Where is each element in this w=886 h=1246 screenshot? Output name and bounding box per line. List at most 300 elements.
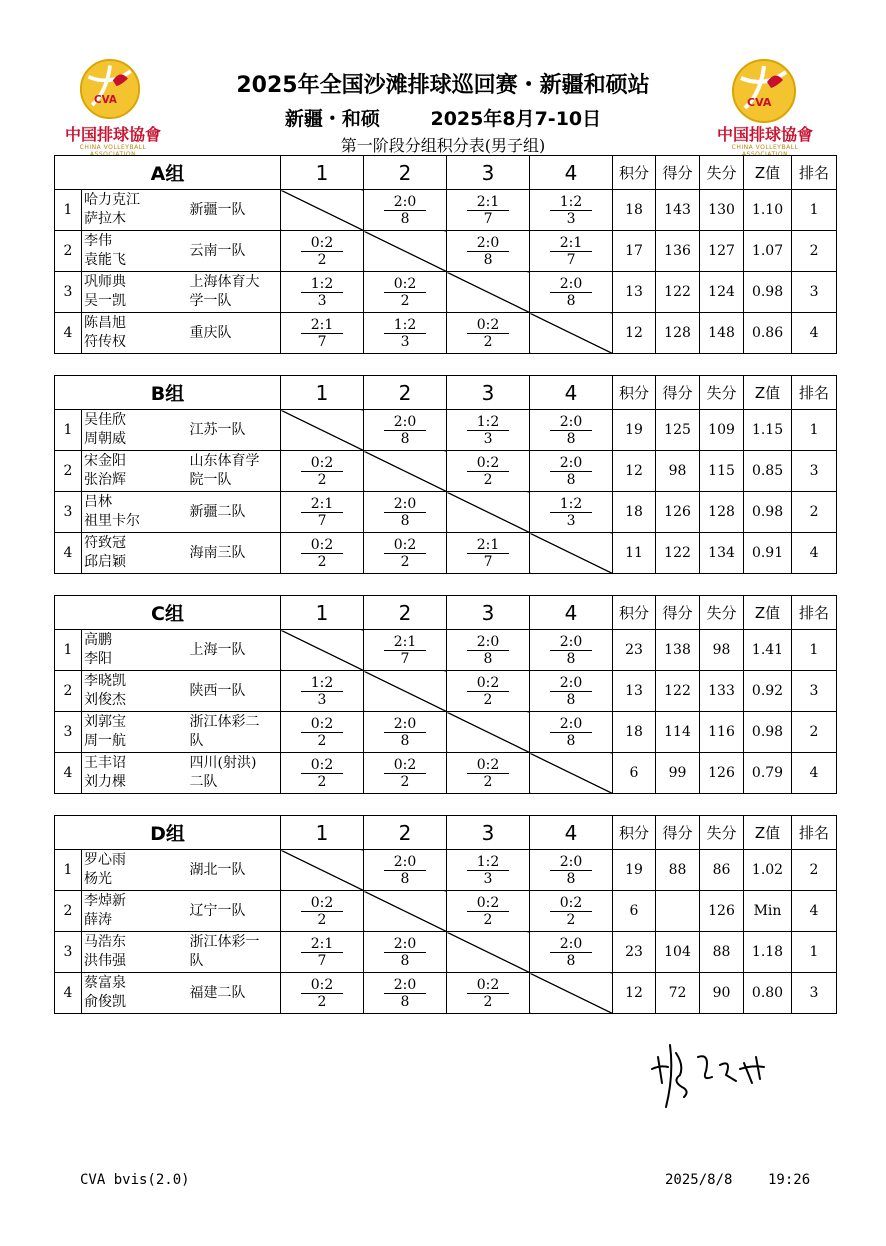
points-lost: 98 — [700, 630, 744, 671]
match-points: 8 — [566, 430, 576, 447]
team-row — [55, 973, 837, 1014]
player-name: 杨光 — [84, 871, 112, 887]
points-lost: 124 — [700, 272, 744, 313]
page-title: 2025年全国沙滩排球巡回赛・新疆和硕站 — [236, 73, 650, 98]
column-header: 3 — [447, 156, 530, 190]
match-points: 3 — [566, 210, 576, 227]
rank: 2 — [792, 492, 837, 533]
match-result-cell — [530, 712, 613, 753]
player-names — [82, 492, 186, 533]
match-points: 8 — [400, 993, 410, 1010]
self-match-cell — [281, 630, 364, 671]
match-score: 1:2 — [301, 675, 344, 692]
player-names — [82, 671, 186, 712]
team-row — [55, 891, 837, 932]
match-result-cell — [281, 492, 364, 533]
points-lost: 134 — [700, 533, 744, 574]
match-result-cell — [530, 932, 613, 973]
player-names — [82, 753, 186, 794]
match-points: 3 — [400, 333, 410, 350]
match-score: 2:0 — [550, 414, 593, 431]
column-header: 1 — [281, 156, 364, 190]
points-won: 122 — [656, 671, 700, 712]
match-score: 2:1 — [384, 634, 427, 651]
player-name: 高鹏 — [84, 632, 112, 648]
player-name: 李阳 — [84, 651, 112, 667]
player-name: 蔡富泉 — [84, 975, 126, 991]
team-name-line: 上海体育大 — [189, 274, 260, 290]
team-name — [186, 313, 281, 354]
points-lost: 86 — [700, 850, 744, 891]
self-match-cell — [281, 850, 364, 891]
print-date: 2025/8/8 — [665, 1172, 733, 1188]
match-result-cell — [530, 891, 613, 932]
points-won — [656, 891, 700, 932]
match-points: 7 — [483, 210, 493, 227]
match-points: 8 — [400, 732, 410, 749]
match-score: 2:0 — [550, 854, 593, 871]
player-name: 吴佳欣 — [84, 412, 126, 428]
self-match-cell — [530, 313, 613, 354]
team-name-line: 二队 — [189, 774, 218, 790]
points-lost: 126 — [700, 753, 744, 794]
match-result-cell — [530, 492, 613, 533]
self-match-cell — [530, 533, 613, 574]
match-score: 0:2 — [301, 235, 344, 252]
player-name: 李伟 — [84, 233, 112, 249]
points-lost: 90 — [700, 973, 744, 1014]
match-score: 2:1 — [301, 496, 344, 513]
svg-text:CVA: CVA — [94, 94, 117, 107]
team-name — [186, 932, 281, 973]
team-name-line: 新疆二队 — [189, 503, 246, 520]
team-name-line: 云南一队 — [189, 242, 246, 259]
rank: 2 — [792, 850, 837, 891]
self-match-cell — [530, 753, 613, 794]
match-points: 7 — [317, 952, 327, 969]
z-value: 1.18 — [744, 932, 792, 973]
column-header: 2 — [364, 376, 447, 410]
group-name: A组 — [55, 156, 281, 190]
group-table — [54, 375, 837, 574]
match-points: 3 — [483, 870, 493, 887]
print-time: 19:26 — [768, 1172, 811, 1188]
standing-points: 11 — [613, 533, 656, 574]
team-row — [55, 190, 837, 231]
match-score: 2:0 — [550, 276, 593, 293]
player-name: 李晓凯 — [84, 673, 126, 689]
match-result-cell — [447, 190, 530, 231]
rank: 3 — [792, 272, 837, 313]
player-names — [82, 231, 186, 272]
points-lost: 109 — [700, 410, 744, 451]
match-score: 2:0 — [550, 675, 593, 692]
column-header: 失分 — [700, 816, 744, 850]
match-result-cell — [364, 630, 447, 671]
standing-points: 18 — [613, 492, 656, 533]
match-points: 7 — [566, 251, 576, 268]
team-seed: 4 — [55, 973, 82, 1014]
match-result-cell — [364, 272, 447, 313]
match-result-cell — [530, 451, 613, 492]
z-value: 0.79 — [744, 753, 792, 794]
match-result-cell — [447, 231, 530, 272]
signature — [640, 1035, 780, 1115]
team-seed: 1 — [55, 190, 82, 231]
column-header: 4 — [530, 376, 613, 410]
points-won: 114 — [656, 712, 700, 753]
team-name-line: 辽宁一队 — [189, 902, 246, 919]
team-name-line: 福建二队 — [189, 984, 246, 1001]
match-result-cell — [364, 932, 447, 973]
match-points: 2 — [317, 471, 327, 488]
match-score: 0:2 — [384, 757, 427, 774]
team-seed: 2 — [55, 671, 82, 712]
points-won: 122 — [656, 533, 700, 574]
column-header: 积分 — [613, 376, 656, 410]
player-name: 周一航 — [84, 733, 126, 749]
player-name: 李焯新 — [84, 893, 126, 909]
match-points: 8 — [483, 650, 493, 667]
match-points: 8 — [400, 952, 410, 969]
column-header: 排名 — [792, 376, 837, 410]
group-header-row — [55, 376, 837, 410]
rank: 1 — [792, 190, 837, 231]
match-score: 0:2 — [301, 716, 344, 733]
match-score: 1:2 — [467, 414, 510, 431]
player-name: 符传权 — [84, 334, 126, 350]
match-result-cell — [281, 313, 364, 354]
column-header: 失分 — [700, 156, 744, 190]
match-points: 7 — [317, 333, 327, 350]
team-row — [55, 410, 837, 451]
team-name-line: 海南三队 — [189, 544, 246, 561]
match-score: 0:2 — [301, 977, 344, 994]
match-result-cell — [364, 850, 447, 891]
column-header: 积分 — [613, 596, 656, 630]
player-names — [82, 533, 186, 574]
match-score: 2:0 — [384, 716, 427, 733]
match-points: 2 — [317, 911, 327, 928]
match-points: 3 — [483, 430, 493, 447]
team-name-line: 新疆一队 — [189, 201, 246, 218]
standing-points: 19 — [613, 850, 656, 891]
rank: 4 — [792, 891, 837, 932]
player-name: 陈昌旭 — [84, 315, 126, 331]
match-result-cell — [364, 410, 447, 451]
match-result-cell — [364, 753, 447, 794]
match-points: 8 — [566, 870, 576, 887]
match-points: 2 — [483, 911, 493, 928]
match-score: 1:2 — [467, 854, 510, 871]
z-value: 0.91 — [744, 533, 792, 574]
player-names — [82, 630, 186, 671]
team-name — [186, 231, 281, 272]
standing-points: 13 — [613, 272, 656, 313]
match-points: 8 — [400, 870, 410, 887]
points-lost: 130 — [700, 190, 744, 231]
player-name: 萨拉木 — [84, 211, 126, 227]
player-names — [82, 891, 186, 932]
player-name: 祖里卡尔 — [84, 513, 140, 529]
standing-points: 18 — [613, 190, 656, 231]
player-name: 袁能飞 — [84, 252, 126, 268]
standing-points: 23 — [613, 932, 656, 973]
team-name-line: 重庆队 — [189, 324, 232, 341]
column-header: 积分 — [613, 816, 656, 850]
team-seed: 1 — [55, 410, 82, 451]
match-points: 8 — [400, 430, 410, 447]
player-name: 周朝威 — [84, 431, 126, 447]
match-points: 2 — [317, 251, 327, 268]
z-value: Min — [744, 891, 792, 932]
match-score: 0:2 — [301, 757, 344, 774]
match-result-cell — [364, 190, 447, 231]
column-header: 2 — [364, 816, 447, 850]
team-seed: 3 — [55, 712, 82, 753]
z-value: 1.15 — [744, 410, 792, 451]
self-match-cell — [447, 272, 530, 313]
match-score: 2:0 — [384, 414, 427, 431]
team-name-line: 江苏一队 — [189, 421, 246, 438]
match-score: 1:2 — [550, 496, 593, 513]
player-name: 薛涛 — [84, 912, 112, 928]
match-score: 2:1 — [301, 936, 344, 953]
points-lost: 88 — [700, 932, 744, 973]
player-name: 王丰诏 — [84, 755, 126, 771]
match-score: 2:0 — [550, 634, 593, 651]
table-subtitle: 第一阶段分组积分表(男子组) — [340, 136, 546, 155]
standing-points: 12 — [613, 451, 656, 492]
match-result-cell — [281, 973, 364, 1014]
event-info — [0, 104, 886, 131]
player-name: 吕林 — [84, 494, 112, 510]
match-score: 0:2 — [301, 455, 344, 472]
team-row — [55, 932, 837, 973]
team-seed: 1 — [55, 850, 82, 891]
points-lost: 115 — [700, 451, 744, 492]
column-header: 积分 — [613, 156, 656, 190]
player-names — [82, 932, 186, 973]
team-name — [186, 973, 281, 1014]
team-name — [186, 671, 281, 712]
match-points: 7 — [317, 512, 327, 529]
match-score: 2:1 — [301, 317, 344, 334]
column-header: 1 — [281, 816, 364, 850]
team-name-line: 队 — [189, 953, 204, 969]
match-points: 2 — [483, 773, 493, 790]
player-name: 俞俊凯 — [84, 994, 126, 1010]
points-won: 128 — [656, 313, 700, 354]
team-seed: 2 — [55, 891, 82, 932]
column-header: 得分 — [656, 596, 700, 630]
match-result-cell — [530, 190, 613, 231]
column-header: 失分 — [700, 596, 744, 630]
match-result-cell — [281, 671, 364, 712]
team-seed: 4 — [55, 533, 82, 574]
self-match-cell — [447, 492, 530, 533]
player-names — [82, 272, 186, 313]
match-score: 2:0 — [550, 455, 593, 472]
team-seed: 3 — [55, 272, 82, 313]
match-result-cell — [281, 753, 364, 794]
match-result-cell — [447, 451, 530, 492]
team-name — [186, 272, 281, 313]
match-points: 3 — [317, 292, 327, 309]
column-header: 排名 — [792, 596, 837, 630]
match-result-cell — [447, 973, 530, 1014]
points-won: 104 — [656, 932, 700, 973]
z-value: 1.07 — [744, 231, 792, 272]
rank: 1 — [792, 410, 837, 451]
match-result-cell — [281, 932, 364, 973]
event-dates: 2025年8月7-10日 — [430, 108, 602, 130]
standing-points: 19 — [613, 410, 656, 451]
match-points: 2 — [400, 553, 410, 570]
player-names — [82, 712, 186, 753]
points-won: 125 — [656, 410, 700, 451]
match-points: 8 — [566, 650, 576, 667]
points-won: 136 — [656, 231, 700, 272]
self-match-cell — [281, 190, 364, 231]
match-points: 8 — [566, 952, 576, 969]
team-name — [186, 630, 281, 671]
team-name-line: 上海一队 — [189, 641, 246, 658]
software-version: CVA bvis(2.0) — [80, 1172, 190, 1188]
self-match-cell — [447, 932, 530, 973]
rank: 2 — [792, 231, 837, 272]
player-name: 刘俊杰 — [84, 692, 126, 708]
match-result-cell — [530, 671, 613, 712]
match-points: 8 — [400, 210, 410, 227]
match-result-cell — [364, 712, 447, 753]
match-points: 8 — [566, 732, 576, 749]
group-table — [54, 815, 837, 1014]
match-points: 8 — [566, 691, 576, 708]
match-score: 1:2 — [301, 276, 344, 293]
match-result-cell — [281, 533, 364, 574]
z-value: 0.98 — [744, 492, 792, 533]
self-match-cell — [364, 671, 447, 712]
self-match-cell — [281, 410, 364, 451]
svg-text:CVA: CVA — [747, 96, 772, 109]
team-row — [55, 533, 837, 574]
match-result-cell — [530, 850, 613, 891]
match-points: 2 — [483, 691, 493, 708]
team-name — [186, 190, 281, 231]
match-score: 1:2 — [550, 194, 593, 211]
player-name: 罗心雨 — [84, 852, 126, 868]
points-won: 99 — [656, 753, 700, 794]
self-match-cell — [364, 891, 447, 932]
team-row — [55, 313, 837, 354]
logo-en-text: CHINA VOLLEYBALL ASSOCIATION — [731, 144, 799, 158]
z-value: 1.02 — [744, 850, 792, 891]
match-points: 8 — [400, 512, 410, 529]
team-seed: 2 — [55, 231, 82, 272]
standing-points: 12 — [613, 973, 656, 1014]
column-header: 得分 — [656, 156, 700, 190]
team-row — [55, 850, 837, 891]
z-value: 0.92 — [744, 671, 792, 712]
match-score: 0:2 — [301, 537, 344, 554]
match-score: 2:1 — [550, 235, 593, 252]
player-name: 邱启颖 — [84, 554, 126, 570]
points-won: 88 — [656, 850, 700, 891]
z-value: 1.10 — [744, 190, 792, 231]
match-points: 2 — [483, 993, 493, 1010]
rank: 3 — [792, 973, 837, 1014]
team-name — [186, 410, 281, 451]
team-row — [55, 451, 837, 492]
team-seed: 1 — [55, 630, 82, 671]
match-result-cell — [447, 850, 530, 891]
player-name: 马浩东 — [84, 934, 126, 950]
event-location: 新疆・和硕 — [284, 108, 380, 130]
player-names — [82, 313, 186, 354]
match-result-cell — [281, 712, 364, 753]
column-header: 2 — [364, 156, 447, 190]
player-name: 符致冠 — [84, 535, 126, 551]
standing-points: 18 — [613, 712, 656, 753]
match-result-cell — [530, 272, 613, 313]
standing-points: 13 — [613, 671, 656, 712]
standing-points: 6 — [613, 891, 656, 932]
team-name-line: 队 — [189, 733, 204, 749]
column-header: 3 — [447, 816, 530, 850]
team-name — [186, 533, 281, 574]
player-names — [82, 973, 186, 1014]
group-name: D组 — [55, 816, 281, 850]
match-points: 7 — [400, 650, 410, 667]
team-name — [186, 753, 281, 794]
match-score: 2:0 — [550, 936, 593, 953]
match-score: 2:0 — [384, 854, 427, 871]
logo-cn-text: 中国排球協會 — [716, 125, 813, 144]
column-header: 排名 — [792, 816, 837, 850]
match-score: 0:2 — [467, 757, 510, 774]
match-result-cell — [447, 313, 530, 354]
match-score: 2:1 — [467, 194, 510, 211]
column-header: 2 — [364, 596, 447, 630]
player-name: 张治辉 — [84, 472, 126, 488]
match-score: 2:0 — [384, 496, 427, 513]
match-result-cell — [364, 973, 447, 1014]
logo-en-text: CHINA VOLLEYBALL ASSOCIATION — [79, 144, 147, 158]
match-result-cell — [447, 410, 530, 451]
match-result-cell — [447, 753, 530, 794]
player-names — [82, 190, 186, 231]
team-row — [55, 630, 837, 671]
team-name-line: 院一队 — [189, 472, 232, 488]
match-score: 2:0 — [384, 936, 427, 953]
team-name — [186, 712, 281, 753]
match-score: 1:2 — [384, 317, 427, 334]
standing-points: 17 — [613, 231, 656, 272]
match-score: 0:2 — [301, 895, 344, 912]
rank: 4 — [792, 753, 837, 794]
team-row — [55, 712, 837, 753]
points-won: 98 — [656, 451, 700, 492]
points-lost: 116 — [700, 712, 744, 753]
column-header: 得分 — [656, 376, 700, 410]
team-seed: 4 — [55, 313, 82, 354]
column-header: 得分 — [656, 816, 700, 850]
match-points: 2 — [317, 993, 327, 1010]
player-names — [82, 410, 186, 451]
z-value: 1.41 — [744, 630, 792, 671]
team-seed: 3 — [55, 932, 82, 973]
